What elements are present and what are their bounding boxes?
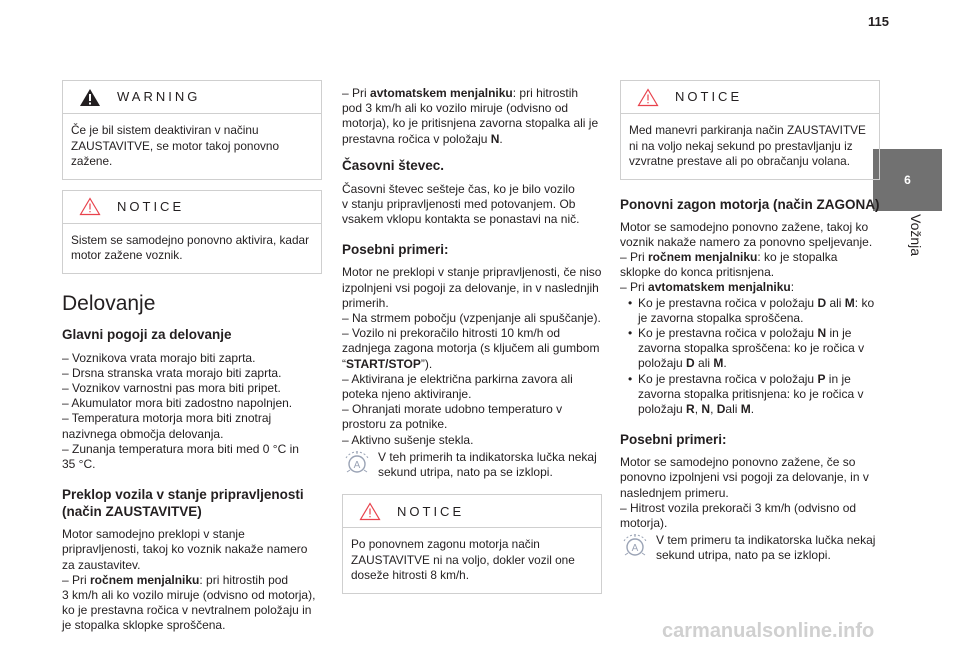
notice-header — [621, 81, 879, 114]
bold-term: N — [701, 401, 711, 416]
text-span: : ko je stopalka — [757, 249, 838, 264]
text-line: V tem primeru ta indikatorska lučka nekaj — [656, 533, 876, 548]
special-cases-title: Posebni primeri: — [342, 242, 449, 258]
text-line — [342, 132, 602, 147]
text-line: – Aktivirana je električna parkirna zavora ali — [342, 371, 573, 386]
chapter-tab[interactable] — [873, 149, 942, 211]
text-line — [342, 357, 602, 372]
bold-term: M — [713, 356, 724, 371]
bullet-item — [620, 372, 880, 387]
bold-term: P — [817, 371, 826, 386]
column-1 — [62, 80, 322, 634]
text-line: motorja). — [620, 515, 668, 530]
text-span: ali — [725, 401, 741, 416]
svg-text:A: A — [353, 459, 361, 471]
text-line: Motor se samodejno ponovno zažene, če so — [620, 455, 856, 470]
text-line — [620, 250, 880, 265]
text-line: v stanju pripravljenosti med potovanjem. Ob — [342, 197, 576, 212]
auto-stop-indicator-icon — [342, 450, 372, 476]
text-line: Motor ne preklopi v stanje pripravljenosti, če niso — [342, 265, 602, 280]
bold-term: START/STOP — [346, 356, 421, 371]
notice-title: NOTICE — [397, 503, 465, 519]
text-span: – Pri — [620, 249, 649, 264]
indicator-note — [620, 533, 880, 563]
text-span: , — [694, 401, 702, 416]
conditions-list — [62, 351, 322, 473]
text-span: : — [790, 280, 795, 295]
text-line: 3 km/h ali ko vozilo miruje (odvisno od motorja), — [62, 587, 316, 602]
notice-box-2 — [342, 494, 602, 594]
bold-term: avtomatskem menjalniku — [648, 280, 791, 295]
notice-text: Po ponovnem zagonu motorja način ZAUSTAVITVE ni na voljo, dokler vozil one doseže hitrosti 8 km/h. — [351, 537, 575, 583]
notice-triangle-icon — [79, 197, 101, 216]
text-line: sekund utripa, nato pa se izklopi. — [378, 465, 553, 480]
page-number: 115 — [868, 14, 889, 29]
text-line: – Aktivno sušenje stekla. — [342, 432, 474, 447]
text-span: – Pri — [62, 572, 91, 587]
text-line — [62, 573, 322, 588]
text-line: naslednjem primeru. — [620, 485, 729, 500]
notice-triangle-icon — [359, 502, 381, 521]
bullet-line — [620, 356, 880, 371]
warning-triangle-icon — [79, 88, 101, 107]
warning-text: Če je bil sistem deaktiviran v načinu ZAUSTAVITVE, se motor takoj ponovno zažene. — [71, 123, 280, 168]
warning-box — [62, 80, 322, 180]
notice-header — [343, 495, 601, 528]
notice-title: NOTICE — [117, 198, 185, 214]
bold-term: N — [490, 131, 500, 146]
bullet-icon: • — [628, 295, 633, 310]
bold-term: R — [686, 401, 695, 416]
text-span: položaju — [638, 356, 687, 371]
text-line: – Na strmem pobočju (vzpenjanje ali spuščanje). — [342, 311, 601, 326]
indicator-text — [656, 533, 875, 563]
text-span: prestavna ročica v položaju — [342, 131, 491, 146]
text-span: položaju — [638, 401, 687, 416]
list-item: nazivnega območja delovanja. — [62, 426, 224, 441]
text-span: ali — [694, 356, 714, 371]
section-heading: Delovanje — [62, 291, 156, 315]
text-span: , — [710, 401, 717, 416]
indicator-note — [342, 450, 602, 480]
bullet-line: zavorna stopalka sproščena: ko je ročica v — [638, 341, 865, 356]
bullet-item — [620, 296, 880, 311]
text-line: primerih. — [342, 295, 389, 310]
text-line: – Hitrost vozila prekorači 3 km/h (odvisno od — [620, 500, 857, 515]
standby-text — [62, 527, 322, 633]
text-line: pripravljenosti, takoj ko voznik nakaže namero — [62, 542, 308, 557]
special-cases-text — [620, 455, 880, 531]
warning-header — [63, 81, 321, 114]
counter-text — [342, 182, 602, 228]
special-cases-text — [342, 265, 602, 447]
text-line: – Ohranjati morate udobno temperaturo v — [342, 402, 563, 417]
counter-title: Časovni števec. — [342, 157, 445, 173]
list-item: – Voznikov varnostni pas mora biti pripet. — [62, 380, 281, 395]
text-line: sekund utripa, nato pa se izklopi. — [656, 548, 831, 563]
text-span: “ — [342, 356, 346, 371]
text-span: – Pri — [342, 86, 371, 100]
text-line: izpolnjeni vsi pogoji za delovanje, in v naslednjih — [342, 280, 599, 295]
text-line: Časovni števec sešteje čas, ko je bilo vozilo — [342, 181, 575, 196]
text-line: sklopke do konca pritisnjena. — [620, 265, 775, 280]
notice-triangle-icon — [637, 88, 659, 107]
bullet-item — [620, 326, 880, 341]
text-span: : ko — [854, 295, 875, 310]
auto-gearbox-text — [342, 86, 602, 147]
text-span: ”). — [420, 356, 433, 371]
bold-term: ročnem menjalniku — [90, 572, 200, 587]
text-span: Ko je prestavna ročica v položaju — [638, 295, 818, 310]
svg-text:A: A — [631, 543, 639, 555]
text-span: in je — [826, 325, 852, 340]
bold-term: avtomatskem menjalniku — [370, 86, 513, 100]
text-span: : pri hitrostih — [512, 86, 579, 100]
text-line: prostoru za potnike. — [342, 417, 448, 432]
text-span: ali — [826, 295, 845, 310]
list-item: – Zunanja temperatura mora biti med 0 °C in — [62, 441, 299, 456]
bold-term: D — [716, 401, 726, 416]
notice-title: NOTICE — [675, 89, 743, 105]
text-line: Motor se samodejno ponovno zažene, takoj ko — [620, 219, 869, 234]
notice-box-3 — [620, 80, 880, 180]
text-line: ko je prestavna ročica v nevtralnem položaju in — [62, 603, 312, 618]
auto-stop-indicator-icon — [620, 533, 650, 559]
notice-box-1 — [62, 190, 322, 274]
column-2 — [342, 80, 602, 604]
text-line — [620, 280, 880, 295]
text-line: je stopalka sklopke sproščena. — [62, 618, 226, 633]
list-item: 35 °C. — [62, 456, 96, 471]
text-span: Ko je prestavna ročica v položaju — [638, 371, 818, 386]
chapter-title: Vožnja — [908, 214, 924, 257]
text-span: : pri hitrostih pod — [199, 572, 289, 587]
watermark: carmanualsonline.info — [662, 620, 875, 642]
notice-text: Sistem se samodejno ponovno aktivira, kadar motor zažene voznik. — [71, 232, 310, 262]
text-line: za zaustavitev. — [62, 557, 141, 572]
bullet-line: je zavorna stopalka sproščena. — [638, 310, 804, 325]
chapter-number: 6 — [904, 173, 911, 187]
text-line: ponovno izpolnjeni vsi pogoji za delovanje, in v — [620, 470, 869, 485]
list-item: – Drsna stranska vrata morajo biti zaprta. — [62, 365, 282, 380]
bold-term: D — [686, 356, 695, 371]
bold-term: M — [844, 295, 855, 310]
restart-text — [620, 220, 880, 418]
bullet-icon: • — [628, 371, 633, 386]
text-line: Motor samodejno preklopi v stanje — [62, 527, 245, 542]
bullet-icon: • — [628, 325, 633, 340]
bold-term: M — [740, 401, 751, 416]
text-span: Ko je prestavna ročica v položaju — [638, 325, 818, 340]
subheading-standby: Preklop vozila v stanje pripravljenosti (način ZAUSTAVITVE) — [62, 487, 304, 520]
list-item: – Temperatura motorja mora biti znotraj — [62, 411, 272, 426]
warning-title: WARNING — [117, 89, 201, 105]
column-3 — [620, 80, 880, 568]
bold-term: N — [817, 325, 827, 340]
text-line — [342, 86, 602, 101]
text-span: – Pri — [620, 280, 649, 295]
text-line: vsakem vklopu kontakta se ponastavi na nič. — [342, 212, 580, 227]
text-line: V teh primerih ta indikatorska lučka nekaj — [378, 449, 597, 464]
notice-header — [63, 191, 321, 224]
text-span: . — [723, 356, 727, 371]
bold-term: ročnem menjalniku — [648, 249, 758, 264]
indicator-text — [378, 450, 597, 480]
text-line: voznik nakaže namero za ponovno speljevanje. — [620, 234, 873, 249]
text-span: . — [499, 131, 503, 146]
subheading-conditions: Glavni pogoji za delovanje — [62, 326, 232, 342]
text-line: pod 3 km/h ali ko vozilo miruje (odvisno od — [342, 101, 569, 116]
list-item: – Akumulator mora biti zadostno napolnjen. — [62, 396, 293, 411]
text-line: – Vozilo ni prekoračilo hitrosti 10 km/h od — [342, 326, 561, 341]
special-cases-title: Posebni primeri: — [620, 432, 727, 448]
notice-text: Med manevri parkiranja način ZAUSTAVITVE ni na voljo nekaj sekund po prestavljanju iz vzvratne prestave ali po obračanju volana. — [629, 123, 866, 168]
bullet-line: zavorna stopalka pritisnjena: ko je ročica v — [638, 386, 864, 401]
text-line: motorja), ko je pritisnjena zavorna stopalka ali je — [342, 116, 599, 131]
text-line: poteka njeno aktiviranje. — [342, 387, 472, 402]
list-item: – Voznikova vrata morajo biti zaprta. — [62, 350, 256, 365]
text-span: . — [750, 401, 755, 416]
text-line: zadnjega zagona motorja (s ključem ali gumbom — [342, 341, 600, 356]
bold-term: D — [817, 295, 827, 310]
bullet-line — [620, 402, 880, 417]
restart-title: Ponovni zagon motorja (način ZAGONA) — [620, 196, 880, 212]
text-span: in je — [825, 371, 851, 386]
